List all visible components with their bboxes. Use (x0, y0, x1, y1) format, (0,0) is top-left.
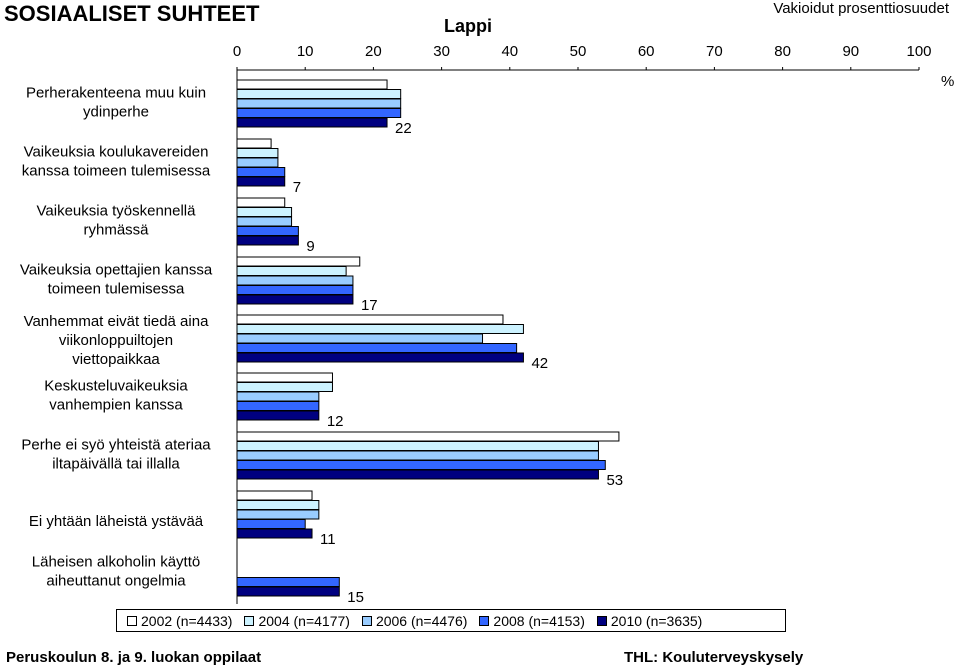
value-label: 17 (360, 297, 378, 314)
bar-2004 (237, 442, 598, 451)
category-label: viettopaikkaa (72, 351, 160, 368)
bar-2002 (237, 257, 360, 266)
legend-item (244, 613, 349, 629)
legend-item (127, 613, 232, 629)
legend-item (479, 613, 584, 629)
legend-label: 2002 (n=4433) (141, 612, 233, 629)
legend-label: 2008 (n=4153) (493, 612, 585, 629)
value-label: 9 (306, 238, 315, 255)
bar-2004 (237, 149, 278, 158)
category-label: Läheisen alkoholin käyttö (31, 553, 201, 571)
bar-2006 (237, 99, 401, 108)
bar-2010 (237, 587, 339, 596)
bar-2010 (237, 470, 598, 479)
region-title: Lappi (444, 16, 492, 36)
bar-2010 (237, 411, 319, 420)
bar-2004 (237, 325, 523, 334)
bar-2008 (237, 344, 517, 353)
bar-2002 (237, 373, 332, 382)
bar-2006 (237, 158, 278, 167)
bar-2010 (237, 295, 353, 304)
bar-2008 (237, 578, 339, 587)
bar-2008 (237, 520, 305, 529)
bar-2008 (237, 402, 319, 411)
legend-swatch (362, 616, 372, 626)
legend-item (362, 613, 467, 629)
bar-2002 (237, 80, 387, 89)
bar-2002 (237, 491, 312, 500)
value-label: 12 (326, 413, 344, 430)
x-tick-label: 20 (365, 43, 382, 60)
standardized-note: Vakioidut prosenttiosuudet (773, 0, 949, 17)
bar-2010 (237, 177, 285, 186)
category-label: Vaikeuksia työskennellä (36, 202, 196, 220)
x-tick-label: 40 (501, 43, 519, 60)
legend-swatch (127, 616, 137, 626)
bar-2002 (237, 315, 503, 324)
legend-item (597, 613, 702, 629)
bar-2002 (237, 198, 285, 207)
bar-2004 (237, 208, 292, 217)
bar-2008 (237, 168, 285, 177)
category-label: Vaikeuksia koulukavereiden (23, 143, 209, 161)
bar-2006 (237, 334, 483, 343)
x-tick-label: 10 (296, 43, 314, 60)
bar-2010 (237, 236, 298, 245)
legend-swatch (244, 616, 254, 626)
legend-label: 2004 (n=4177) (258, 612, 350, 629)
value-label: 53 (606, 472, 624, 489)
x-tick-label: 90 (842, 43, 860, 60)
footer-source: THL: Kouluterveyskysely (624, 649, 804, 666)
x-tick-label: 80 (774, 43, 791, 60)
x-tick-label: 100 (906, 43, 932, 60)
footer-population: Peruskoulun 8. ja 9. luokan oppilaat (6, 649, 262, 666)
bar-2010 (237, 353, 523, 362)
category-label: Perherakenteena muu kuin (25, 84, 207, 102)
bar-2006 (237, 392, 319, 401)
category-label: vanhempien kanssa (49, 396, 183, 414)
bar-2002 (237, 432, 619, 441)
bar-2006 (237, 451, 598, 460)
bar-2008 (237, 109, 401, 118)
category-label: kanssa toimeen tulemisessa (21, 162, 211, 180)
bar-2010 (237, 529, 312, 538)
bar-2010 (237, 118, 387, 127)
category-label: Keskusteluvaikeuksia (44, 377, 188, 395)
legend-swatch (597, 616, 607, 626)
bar-2006 (237, 217, 292, 226)
bar-2008 (237, 461, 605, 470)
value-label: 11 (320, 531, 336, 548)
category-label: Perhe ei syö yhteistä ateriaa (21, 436, 211, 454)
category-label: Vaikeuksia opettajien kanssa (19, 261, 213, 279)
value-label: 15 (347, 589, 364, 606)
unit-label: % (941, 73, 955, 90)
bar-2006 (237, 276, 353, 285)
x-tick-label: 70 (706, 43, 723, 60)
legend-swatch (479, 616, 489, 626)
category-label: Vanhemmat eivät tiedä aina (23, 313, 209, 330)
bar-2004 (237, 90, 401, 99)
x-tick-label: 30 (433, 43, 450, 60)
bar-2004 (237, 383, 332, 392)
bar-2002 (237, 139, 271, 148)
x-tick-label: 50 (569, 43, 587, 60)
category-label: Ei yhtään läheistä ystävää (28, 513, 204, 530)
legend-label: 2010 (n=3635) (610, 612, 703, 629)
bar-2004 (237, 501, 319, 510)
category-label: iltapäivällä tai illalla (52, 455, 180, 473)
value-label: 22 (395, 120, 412, 137)
value-label: 7 (292, 179, 302, 196)
x-tick-label: 0 (232, 43, 242, 60)
category-label: viikonloppuiltojen (58, 332, 174, 349)
chart-title: SOSIAALISET SUHTEET (4, 1, 260, 26)
bar-2006 (237, 510, 319, 519)
category-label: ydinperhe (83, 103, 149, 121)
category-label: aiheuttanut ongelmia (46, 572, 186, 590)
category-label: toimeen tulemisessa (47, 280, 185, 298)
category-label: ryhmässä (83, 221, 149, 239)
legend-label: 2006 (n=4476) (375, 612, 468, 629)
value-label: 42 (531, 355, 549, 372)
bar-2004 (237, 267, 346, 276)
legend (116, 609, 786, 632)
x-tick-label: 60 (637, 43, 655, 60)
bar-2008 (237, 286, 353, 295)
bar-2008 (237, 227, 298, 236)
